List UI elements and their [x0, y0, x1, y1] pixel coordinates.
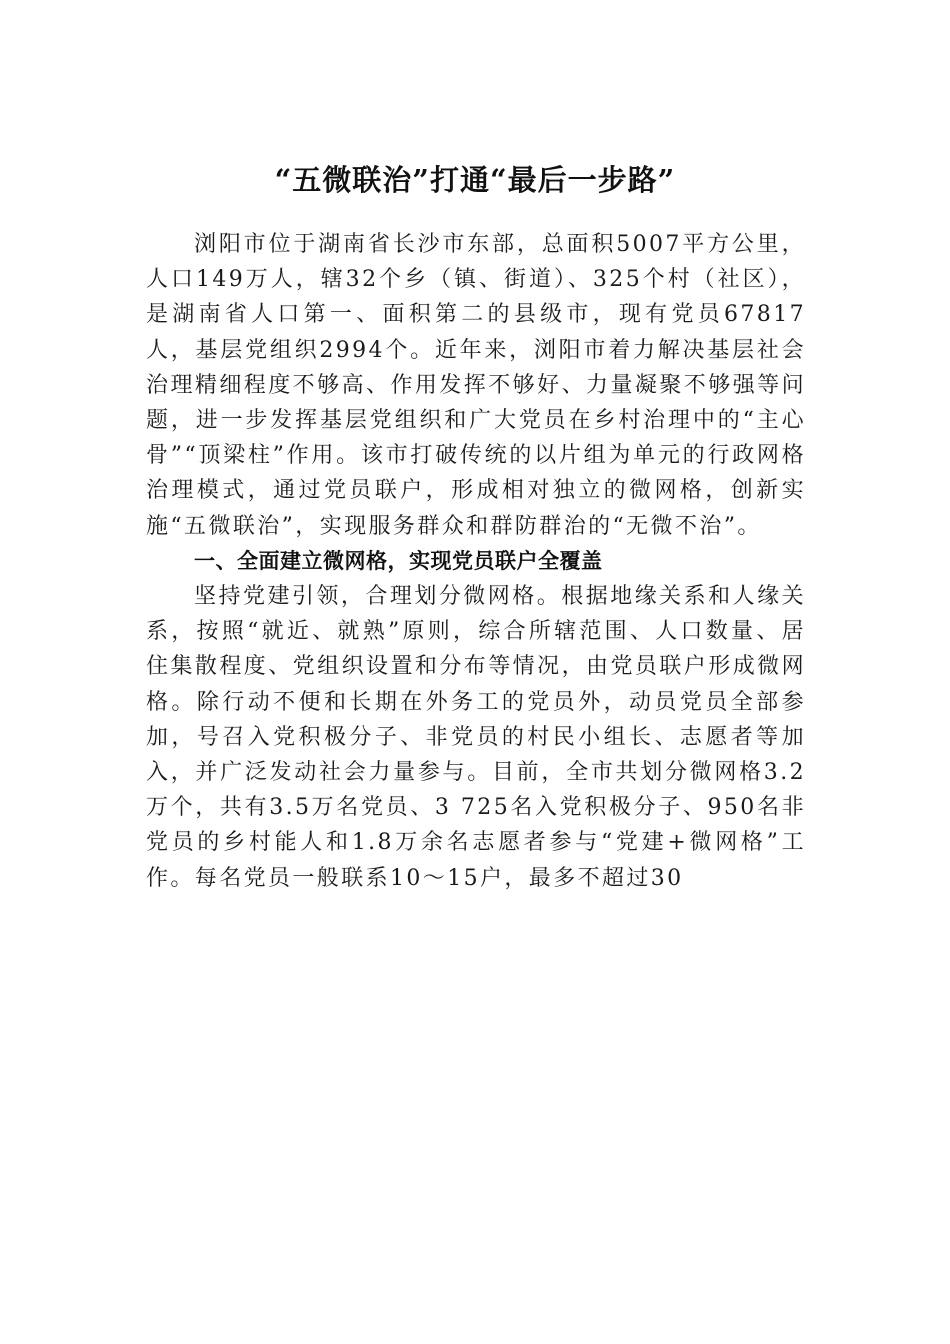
- document-body: [146, 227, 806, 896]
- intro-paragraph: 浏阳市位于湖南省长沙市东部，总面积5007平方公里，人口149万人，辖32个乡（镇、街道）、325个村（社区），是湖南省人口第一、面积第二的县级市，现有党员67817人，基层党组织2994个。近年来，浏阳市着力解决基层社会治理精细程度不够高、作用发挥不够好、力量凝聚不够强等问题，进一步发挥基层党组织和广大党员在乡村治理中的“主心骨”“顶梁柱”作用。该市打破传统的以片组为单元的行政网格治理模式，通过党员联户，形成相对独立的微网格，创新实施“五微联治”，实现服务群众和群防群治的“无微不治”。: [146, 232, 806, 539]
- document-title: “五微联治”打通“最后一步路”: [274, 163, 676, 197]
- section-heading: 一、全面建立微网格，实现党员联户全覆盖: [194, 548, 603, 573]
- section-paragraph: 坚持党建引领，合理划分微网格。根据地缘关系和人缘关系，按照“就近、就熟”原则，综合所辖范围、人口数量、居住集散程度、党组织设置和分布等情况，由党员联户形成微网格。除行动不便和长期在外务工的党员外，动员党员全部参加，号召入党积极分子、非党员的村民小组长、志愿者等加入，并广泛发动社会力量参与。目前，全市共划分微网格3.2万个，共有3.5万名党员、3 725名入党积极分子、950名非党员的乡村能人和1.8万余名志愿者参与“党建+微网格”工作。每名党员一般联系10～15户，最多不超过30: [146, 584, 806, 891]
